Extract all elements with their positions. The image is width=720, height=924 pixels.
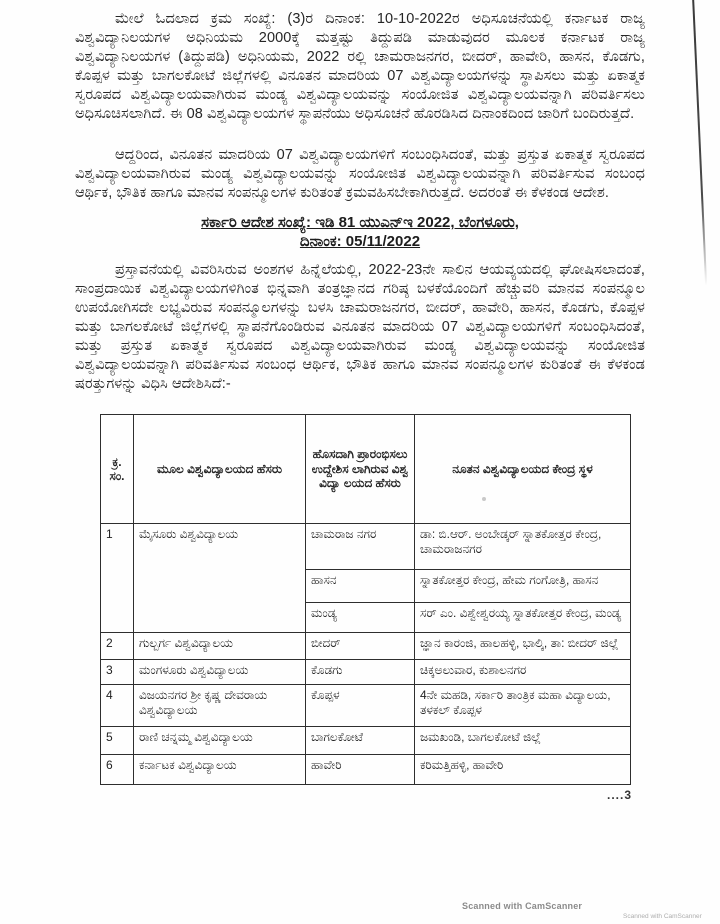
cell-original-university: ಮಂಗಳೂರು ವಿಶ್ವವಿದ್ಯಾಲಯ xyxy=(134,660,306,685)
cell-serial-number: 3 xyxy=(101,660,134,685)
table-header-row xyxy=(101,415,631,524)
cell-new-university: ಕೊಡಗು xyxy=(306,660,415,685)
table-row xyxy=(101,633,631,660)
order-date-line: ದಿನಾಂಕ: 05/11/2022 xyxy=(299,233,421,250)
cell-serial-number: 5 xyxy=(101,727,134,755)
cell-new-university: ಕೊಪ್ಪಳ xyxy=(306,685,415,727)
cell-central-location: ಕರಿಮತ್ತಿಹಳ್ಳಿ, ಹಾವೇರಿ xyxy=(415,755,631,785)
table-row xyxy=(101,685,631,727)
cell-original-university: ಮೈಸೂರು ವಿಶ್ವವಿದ್ಯಾಲಯ xyxy=(134,524,306,633)
table-row xyxy=(101,755,631,785)
universities-table xyxy=(100,414,631,785)
header-original-university: ಮೂಲ ವಿಶ್ವವಿದ್ಯಾಲಯದ ಹೆಸರು xyxy=(134,415,306,524)
header-serial-number: ಕ್ರ. ಸಂ. xyxy=(101,415,134,524)
table-row xyxy=(101,524,631,570)
paragraph-therefore: ಆದ್ದರಿಂದ, ವಿನೂತನ ಮಾದರಿಯ 07 ವಿಶ್ವವಿದ್ಯಾಲಯಗಳಿಗೆ ಸಂಬಂಧಿಸಿದಂತೆ, ಮತ್ತು ಪ್ರಸ್ತುತ ಏಕಾತ್ಮಕ ಸ್ವರೂಪದ ವಿಶ್ವವಿದ್ಯಾಲಯವಾಗಿರುವ ಮಂಡ್ಯ ವಿಶ್ವವಿದ್ಯಾಲಯವನ್ನು ಸಂಯೋಜಿತ ವಿಶ್ವವಿದ್ಯಾಲಯವನ್ನಾಗಿ ಪರಿವರ್ತಿಸುವ ಸಂಬಂಧ ಆರ್ಥಿಕ, ಭೌತಿಕ ಹಾಗೂ ಮಾನವ ಸಂಪನ್ಮೂಲಗಳ ಕುರಿತಂತೆ ಕ್ರಮವಹಿಸಬೇಕಾಗಿರುತ್ತದೆ. ಅದರಂತೆ ಈ ಕೆಳಕಂಡ ಆದೇಶ. xyxy=(75,147,645,201)
cell-central-location: ಸರ್ ಎಂ. ವಿಶ್ವೇಶ್ವರಯ್ಯ ಸ್ನಾತಕೋತ್ತರ ಕೇಂದ್ರ, ಮಂಡ್ಯ xyxy=(415,603,631,633)
cell-central-location: ಜ್ಞಾನ ಕಾರಂಜಿ, ಹಾಲಹಳ್ಳಿ, ಭಾಲ್ಕಿ, ತಾ: ಬೀದರ್ ಜಿಲ್ಲೆ xyxy=(415,633,631,660)
cell-central-location: ಜಮಖಂಡಿ, ಬಾಗಲಕೋಟೆ ಜಿಲ್ಲೆ xyxy=(415,727,631,755)
cell-central-location: ಚಿಕ್ಕಅಲುವಾರ, ಕುಶಾಲನಗರ xyxy=(415,660,631,685)
document-content xyxy=(75,10,645,785)
cell-central-location: ಸ್ನಾತಕೋತ್ತರ ಕೇಂದ್ರ, ಹೇಮ ಗಂಗೋತ್ರಿ, ಹಾಸನ xyxy=(415,570,631,603)
cell-original-university: ವಿಜಯನಗರ ಶ್ರೀ ಕೃಷ್ಣ ದೇವರಾಯ ವಿಶ್ವವಿದ್ಯಾಲಯ xyxy=(134,685,306,727)
cell-serial-number: 1 xyxy=(101,524,134,633)
order-number-line: ಸರ್ಕಾರಿ ಆದೇಶ ಸಂಖ್ಯೆ: ಇಡಿ 81 ಯುಎನ್‌ಇ 2022, ಬೆಂಗಳೂರು, xyxy=(201,214,519,231)
cell-serial-number: 4 xyxy=(101,685,134,727)
universities-table-wrap xyxy=(100,414,630,785)
cell-original-university: ರಾಣಿ ಚನ್ನಮ್ಮ ವಿಶ್ವವಿದ್ಯಾಲಯ xyxy=(134,727,306,755)
camscanner-watermark-primary: Scanned with CamScanner xyxy=(462,901,583,911)
cell-new-university: ಬಾಗಲಕೋಟೆ xyxy=(306,727,415,755)
header-central-location: ನೂತನ ವಿಶ್ವವಿದ್ಯಾಲಯದ ಕೇಂದ್ರ ಸ್ಥಳ xyxy=(415,415,631,524)
cell-original-university: ಕರ್ನಾಟಕ ವಿಶ್ವವಿದ್ಯಾಲಯ xyxy=(134,755,306,785)
page-number: ....3 xyxy=(606,788,632,802)
cell-serial-number: 6 xyxy=(101,755,134,785)
cell-central-location: ಡಾ: ಬಿ.ಆರ್. ಅಂಬೇಡ್ಕರ್ ಸ್ನಾತಕೋತ್ತರ ಕೇಂದ್ರ, ಚಾಮರಾಜನಗರ xyxy=(415,524,631,570)
cell-central-location: 4ನೇ ಮಹಡಿ, ಸರ್ಕಾರಿ ತಾಂತ್ರಿಕ ಮಹಾ ವಿದ್ಯಾಲಯ, ತಳಕಲ್ ಕೊಪ್ಪಳ xyxy=(415,685,631,727)
cell-original-university: ಗುಲ್ಬರ್ಗ ವಿಶ್ವವಿದ್ಯಾಲಯ xyxy=(134,633,306,660)
cell-new-university: ಮಂಡ್ಯ xyxy=(306,603,415,633)
government-order-heading xyxy=(75,213,645,251)
cell-new-university: ಹಾವೇರಿ xyxy=(306,755,415,785)
scan-edge-artifact xyxy=(692,0,707,286)
cell-serial-number: 2 xyxy=(101,633,134,660)
scan-smudge-artifact xyxy=(482,497,486,501)
table-row xyxy=(101,660,631,685)
header-new-university: ಹೊಸದಾಗಿ ಪ್ರಾರಂಭಿಸಲು ಉದ್ದೇಶಿಸ ಲಾಗಿರುವ ವಿಶ್ವ ವಿದ್ಯಾ ಲಯದ ಹೆಸರು xyxy=(306,415,415,524)
table-body xyxy=(101,524,631,785)
paragraph-order-body: ಪ್ರಸ್ತಾವನೆಯಲ್ಲಿ ವಿವರಿಸಿರುವ ಅಂಶಗಳ ಹಿನ್ನೆಲೆಯಲ್ಲಿ, 2022-23ನೇ ಸಾಲಿನ ಆಯವ್ಯಯದಲ್ಲಿ ಘೋಷಿಸಲಾದಂತೆ, ಸಾಂಪ್ರದಾಯಿಕ ವಿಶ್ವವಿದ್ಯಾಲಯಗಳಿಗಿಂತ ಭಿನ್ನವಾಗಿ ತಂತ್ರಜ್ಞಾನದ ಗರಿಷ್ಠ ಬಳಕೆಯೊಂದಿಗೆ ಹೆಚ್ಚುವರಿ ಮಾನವ ಸಂಪನ್ಮೂಲ ಉಪಯೋಗಿಸದೇ ಲಭ್ಯವಿರುವ ಸಂಪನ್ಮೂಲಗಳನ್ನು ಬಳಸಿ ಚಾಮರಾಜನಗರ, ಬೀದರ್, ಹಾವೇರಿ, ಹಾಸನ, ಕೊಡಗು, ಕೊಪ್ಪಳ ಮತ್ತು ಬಾಗಲಕೋಟೆ ಜಿಲ್ಲೆಗಳಲ್ಲಿ ಸ್ಥಾಪನೆಗೊಂಡಿರುವ ವಿನೂತನ ಮಾದರಿಯ 07 ವಿಶ್ವವಿದ್ಯಾಲಯಗಳಿಗೆ ಸಂಬಂಧಿಸಿದಂತೆ, ಮತ್ತು ಪ್ರಸ್ತುತ ಏಕಾತ್ಮಕ ಸ್ವರೂಪದ ವಿಶ್ವವಿದ್ಯಾಲಯವಾಗಿರುವ ಮಂಡ್ಯ ವಿಶ್ವವಿದ್ಯಾಲಯವನ್ನು ಸಂಯೋಜಿತ ವಿಶ್ವವಿದ್ಯಾಲಯವನ್ನಾಗಿ ಪರಿವರ್ತಿಸುವ ಸಂಬಂಧ ಆರ್ಥಿಕ, ಭೌತಿಕ ಹಾಗೂ ಮಾನವ ಸಂಪನ್ಮೂಲಗಳ ಕುರಿತಂತೆ ಈ ಕೆಳಕಂಡ ಷರತ್ತುಗಳನ್ನು ವಿಧಿಸಿ ಆದೇಶಿಸಿದೆ:- xyxy=(75,262,645,392)
cell-new-university: ಬೀದರ್ xyxy=(306,633,415,660)
paragraph-notification: ಮೇಲೆ ಓದಲಾದ ಕ್ರಮ ಸಂಖ್ಯೆ: (3)ರ ದಿನಾಂಕ: 10-10-2022ರ ಅಧಿಸೂಚನೆಯಲ್ಲಿ ಕರ್ನಾಟಕ ರಾಜ್ಯ ವಿಶ್ವವಿದ್ಯಾನಿಲಯಗಳ ಅಧಿನಿಯಮ 2000ಕ್ಕೆ ಮತ್ತಷ್ಟು ತಿದ್ದುಪಡಿ ಮಾಡುವುದರ ಮೂಲಕ ಕರ್ನಾಟಕ ರಾಜ್ಯ ವಿಶ್ವವಿದ್ಯಾನಿಲಯಗಳ (ತಿದ್ದುಪಡಿ) ಅಧಿನಿಯಮ, 2022 ರಲ್ಲಿ ಚಾಮರಾಜನಗರ, ಬೀದರ್, ಹಾವೇರಿ, ಹಾಸನ, ಕೊಡಗು, ಕೊಪ್ಪಳ ಮತ್ತು ಬಾಗಲಕೋಟೆ ಜಿಲ್ಲೆಗಳಲ್ಲಿ ವಿನೂತನ ಮಾದರಿಯ 07 ವಿಶ್ವವಿದ್ಯಾಲಯಗಳನ್ನು ಸ್ಥಾಪಿಸಲು ಮತ್ತು ಏಕಾತ್ಮಕ ಸ್ವರೂಪದ ವಿಶ್ವವಿದ್ಯಾಲಯವಾಗಿರುವ ಮಂಡ್ಯ ವಿಶ್ವವಿದ್ಯಾಲಯವನ್ನು ಸಂಯೋಜಿತ ವಿಶ್ವವಿದ್ಯಾಲಯವನ್ನಾಗಿ ಪರಿವರ್ತಿಸಲು ಅಧಿಸೂಚಿಸಲಾಗಿದೆ. ಈ 08 ವಿಶ್ವವಿದ್ಯಾಲಯಗಳ ಸ್ಥಾಪನೆಯು ಅಧಿಸೂಚನೆ ಹೊರಡಿಸಿದ ದಿನಾಂಕದಿಂದ ಜಾರಿಗೆ ಬಂದಿರುತ್ತದೆ. xyxy=(75,11,645,122)
cell-new-university: ಚಾಮರಾಜ ನಗರ xyxy=(306,524,415,570)
cell-new-university: ಹಾಸನ xyxy=(306,570,415,603)
table-row xyxy=(101,727,631,755)
camscanner-watermark-secondary: Scanned with CamScanner xyxy=(623,913,702,920)
